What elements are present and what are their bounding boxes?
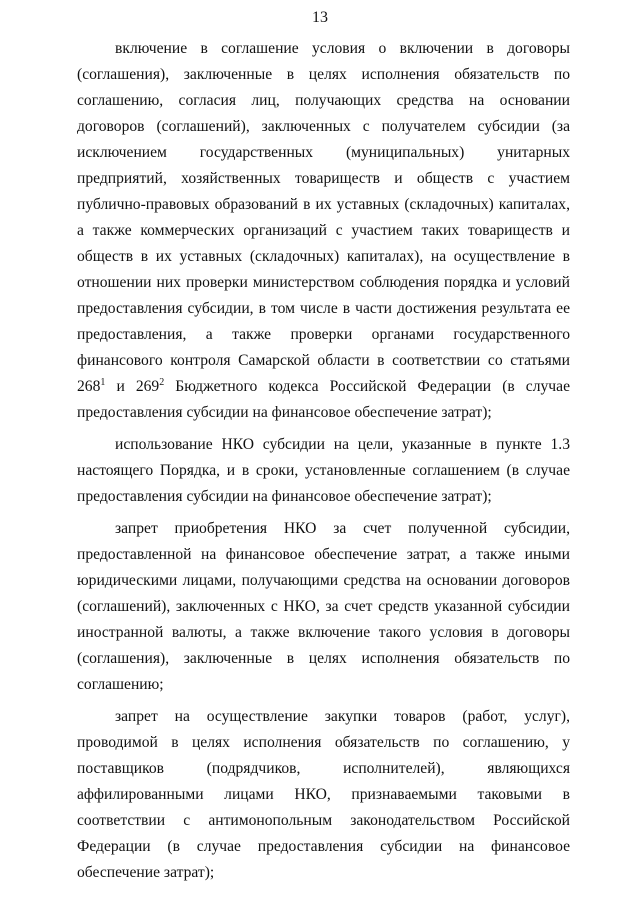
paragraph-procurement-ban: запрет на осуществление закупки товаров (работ, услуг), проводимой в целях исполнения обязательств по соглашению, у поставщиков (подрядчиков, исполнителей), являющихся аффилированными лицами НКО, признаваемыми таковыми в соответствии с антимонопольным законодательством Российской Федерации (в случае предоставления субсидии на финансовое обеспечение затрат); bbox=[77, 708, 570, 881]
superscript: 2 bbox=[159, 376, 165, 388]
paragraph-text: и 269 bbox=[105, 378, 160, 395]
paragraph-subsidy-use: использование НКО субсидии на цели, указанные в пункте 1.3 настоящего Порядка, и в сроки, установленные соглашением (в случае предоставления субсидии на финансовое обеспечение затрат); bbox=[77, 436, 570, 505]
paragraph-agreement-condition bbox=[77, 36, 570, 426]
paragraph-text: включение в соглашение условия о включении в договоры (соглашения), заключенные в целях исполнения обязательств по соглашению, согласия лиц, получающих средства на основании договоров (соглашений), заключенных с получателем субсидии (за исключением государственных (муниципальных) унитарных предприятий, хозяйственных товариществ и обществ с участием публично-правовых образований в их уставных (складочных) капиталах, а также коммерческих организаций с участием таких товариществ и обществ в их уставных (складочных) капиталах), на осуществление в отношении них проверки министерством соблюдения порядка и условий предоставления субсидии, в том числе в части достижения результата ее предоставления, а также проверки органами государственного финансового контроля Самарской области в соответствии со статьями 268 bbox=[77, 40, 570, 395]
page-number: 13 bbox=[312, 9, 328, 26]
paragraph-currency-ban: запрет приобретения НКО за счет полученной субсидии, предоставленной на финансовое обеспечение затрат, а также иными юридическими лицами, получающими средства на основании договоров (соглашений), заключенных с НКО, за счет средств указанной субсидии иностранной валюты, а также включение такого условия в договоры (соглашения), заключенные в целях исполнения обязательств по соглашению; bbox=[77, 520, 570, 693]
document-body bbox=[77, 36, 570, 892]
superscript: 1 bbox=[100, 376, 106, 388]
paragraph-text: Бюджетного кодекса Российской Федерации (в случае предоставления субсидии на финансовое обеспечение затрат); bbox=[77, 378, 570, 421]
